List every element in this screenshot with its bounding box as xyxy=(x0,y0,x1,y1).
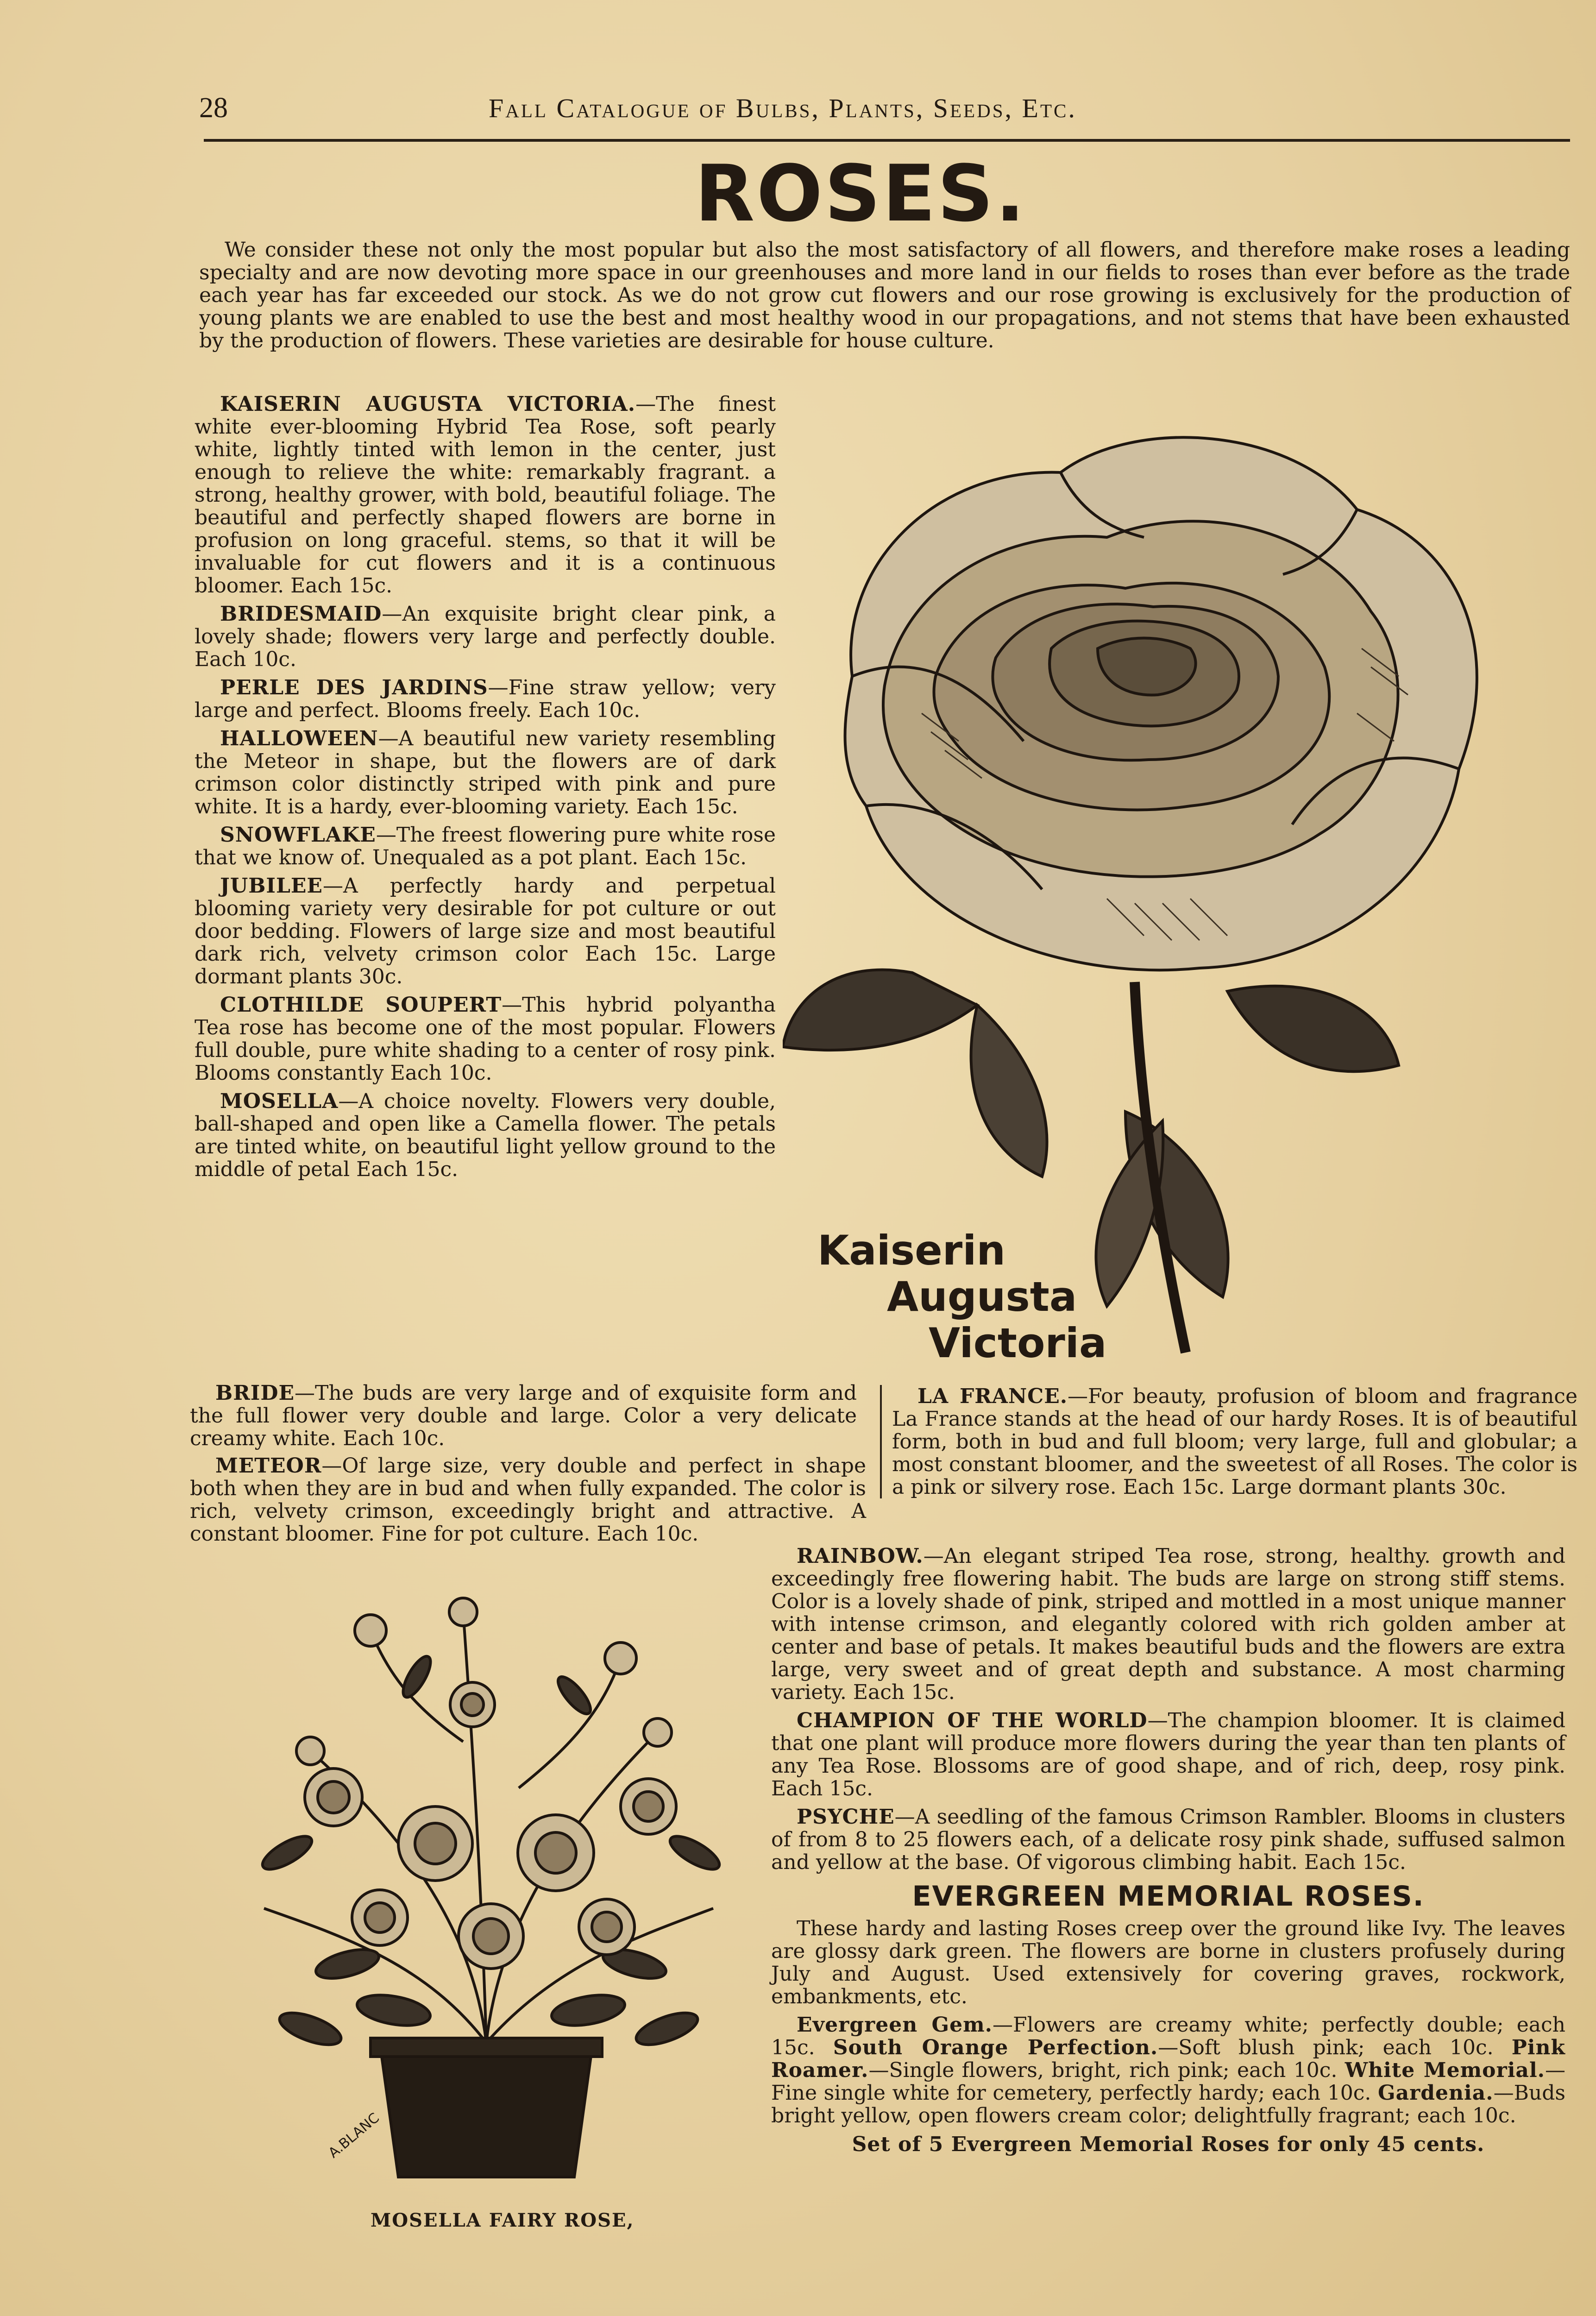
entry-kaiserin xyxy=(195,393,776,597)
evergreen-item-name: Pink Roamer. xyxy=(771,2036,1565,2082)
entry-psyche xyxy=(771,1806,1565,1874)
la-france-entry-box xyxy=(880,1385,1577,1498)
evergreen-item-name: Gardenia. xyxy=(1378,2081,1494,2105)
page-title: ROSES. xyxy=(695,148,1027,239)
running-head: Fall Catalogue of Bulbs, Plants, Seeds, Etc. xyxy=(489,93,1077,123)
entry-name: JUBILEE xyxy=(220,874,323,898)
evergreen-item-name: Evergreen Gem. xyxy=(797,2013,993,2037)
entry-la-france xyxy=(892,1385,1577,1498)
evergreen-item-text: —Buds bright yellow, open flowers cream color; delightfully fragrant; each 10c. xyxy=(771,2081,1565,2127)
evergreen-item-name: South Orange Perfection. xyxy=(833,2036,1158,2059)
right-column xyxy=(771,1545,1565,2156)
entry-text: —A perfectly hardy and perpetual blooming variety very desirable for pot culture or out door bedding. Flowers of large size and most beautiful dark rich, velvety crimson color Each 15c. Large dormant plants 30c. xyxy=(195,874,776,988)
evergreen-heading: EVERGREEN MEMORIAL ROSES. xyxy=(912,1880,1425,1913)
evergreen-item-text: —Soft blush pink; each 10c. xyxy=(1158,2036,1494,2059)
entry-text: —An exquisite bright clear pink, a lovely shade; flowers very large and perfectly double. Each 10c. xyxy=(195,602,776,671)
engraver-signature: A.BLANC xyxy=(325,2109,383,2162)
entry-name: HALLOWEEN xyxy=(220,727,378,750)
evergreen-item-text: —Fine single white for cemetery, perfectly hardy; each 10c. xyxy=(771,2058,1565,2105)
entry-bridesmaid xyxy=(195,603,776,671)
entry-name: RAINBOW. xyxy=(797,1544,924,1568)
entry-perle-des-jardins xyxy=(195,676,776,722)
header-rule xyxy=(204,139,1570,142)
entry-text: —A seedling of the famous Crimson Rambler. Blooms in clusters of from 8 to 25 flowers each, of a delicate rosy pink shade, suffused salmon and yellow at the base. Of vigorous climbing habit. Each 15c. xyxy=(771,1805,1565,1874)
entry-name: SNOWFLAKE xyxy=(220,823,376,847)
entry-text: —A beautiful new variety resembling the Meteor in shape, but the flowers are of dark crimson color distinctly striped with pink and pure white. It is a hardy, ever-blooming variety. Each 15c. xyxy=(195,727,776,818)
fairy-rose-caption: MOSELLA FAIRY ROSE, xyxy=(371,2209,635,2231)
entry-clothilde-soupert xyxy=(195,994,776,1084)
entry-name: METEOR xyxy=(215,1454,322,1478)
entry-name: PERLE DES JARDINS xyxy=(220,676,488,699)
entry-snowflake xyxy=(195,824,776,869)
entry-name: CLOTHILDE SOUPERT xyxy=(220,993,502,1017)
rose-caption-line: Kaiserin xyxy=(817,1227,1006,1274)
evergreen-item-text: —Flowers are creamy white; perfectly double; each 15c. xyxy=(771,2013,1566,2059)
entry-bride xyxy=(190,1382,857,1450)
entry-name: BRIDE xyxy=(215,1381,295,1405)
evergreen-item-name: White Memorial. xyxy=(1345,2058,1545,2082)
entry-meteor xyxy=(190,1454,866,1545)
rose-caption xyxy=(817,1227,1106,1366)
entry-text: —The champion bloomer. It is claimed that one plant will produce more flowers during the year than ten plants of any Tea Rose. Blossoms are of good shape, and of rich, deep, rosy pink. Each 15c. xyxy=(771,1709,1565,1800)
left-column xyxy=(195,393,776,1186)
entry-name: CHAMPION OF THE WORLD xyxy=(797,1709,1148,1732)
entry-text: —A choice novelty. Flowers very double, ball-shaped and open like a Camella flower. The petals are tinted white, on beautiful light yellow ground to the middle of petal Each 15c. xyxy=(195,1089,776,1181)
entry-champion-of-the-world xyxy=(771,1709,1565,1800)
entry-text: —The buds are very large and of exquisite form and the full flower very double and large. Color a very delicate creamy white. Each 10c. xyxy=(190,1381,857,1450)
entry-text: —Of large size, very double and perfect in shape both when they are in bud and when fully expanded. The color is rich, velvety crimson, exceedingly bright and attractive. A constant bloomer. Fine for pot culture. Each 10c. xyxy=(190,1454,866,1546)
intro-paragraph: We consider these not only the most popular but also the most satisfactory of all flowers, and therefore make roses a leading specialty and are now devoting more space in our greenhouses and more land in our fields to roses than ever before as the trade each year has far exceeded our stock. As we do not grow cut flowers and our rose growing is exclusively for the production of young plants we are enabled to use the best and most healthy wood in our propagations, and not stems that have been exhausted by the production of flowers. These varieties are desirable for house culture. xyxy=(199,238,1570,352)
set-offer: Set of 5 Evergreen Memorial Roses for only 45 cents. xyxy=(852,2133,1485,2156)
entry-rainbow xyxy=(771,1545,1565,1704)
entry-text: —The freest flowering pure white rose that we know of. Unequaled as a pot plant. Each 15c. xyxy=(195,823,776,869)
entry-name: KAISERIN AUGUSTA VICTORIA. xyxy=(220,392,636,416)
entry-text: —For beauty, profusion of bloom and fragrance La France stands at the head of our hardy Roses. It is of beautiful form, both in bud and full bloom; very large, full and globular; a most constant bloomer, and the sweetest of all Roses. The color is a pink or silvery rose. Each 15c. Large dormant plants 30c. xyxy=(892,1385,1577,1499)
rose-caption-line: Victoria xyxy=(929,1319,1107,1367)
page-number: 28 xyxy=(199,92,228,124)
entry-jubilee xyxy=(195,875,776,988)
evergreen-intro: These hardy and lasting Roses creep over the ground like Ivy. The leaves are glossy dark green. The flowers are borne in clusters profusely during July and August. Used extensively for covering graves, rockwork, embankments, etc. xyxy=(771,1917,1565,2008)
entry-text: —An elegant striped Tea rose, strong, healthy. growth and exceedingly free flowering habit. The buds are large on strong stiff stems. Color is a lovely shade of pink, striped and mottled in a most unique manner with intense crimson, and elegantly colored with rich golden amber at center and base of petals. It makes beautiful buds and the flowers are extra large, very sweet and of great depth and substance. A most charming variety. Each 15c. xyxy=(771,1544,1565,1704)
entry-text: —This hybrid polyantha Tea rose has become one of the most popular. Flowers full double, pure white shading to a center of rosy pink. Blooms constantly Each 10c. xyxy=(195,993,776,1085)
left-lower-column xyxy=(190,1382,871,1550)
entry-text: —Fine straw yellow; very large and perfect. Blooms freely. Each 10c. xyxy=(195,676,776,722)
entry-name: BRIDESMAID xyxy=(220,602,382,626)
entry-name: PSYCHE xyxy=(797,1805,895,1829)
mosella-fairy-rose-illustration xyxy=(195,1556,778,2196)
entry-name: MOSELLA xyxy=(220,1089,339,1113)
evergreen-item-text: —Single flowers, bright, rich pink; each 10c. xyxy=(868,2058,1338,2082)
entry-name: LA FRANCE. xyxy=(917,1385,1068,1408)
rose-caption-line: Augusta xyxy=(887,1273,1077,1321)
evergreen-items xyxy=(771,2014,1565,2127)
entry-halloween xyxy=(195,727,776,818)
entry-mosella xyxy=(195,1090,776,1181)
entry-text: —The finest white ever-blooming Hybrid Tea Rose, soft pearly white, lightly tinted with lemon in the center, just enough to relieve the white: remarkably fragrant. a strong, healthy grower, with bold, beautiful foliage. The beautiful and perfectly shaped flowers are borne in profusion on long graceful. stems, so that it will be invaluable for cut flowers and it is a continuous bloomer. Each 15c. xyxy=(195,392,776,598)
